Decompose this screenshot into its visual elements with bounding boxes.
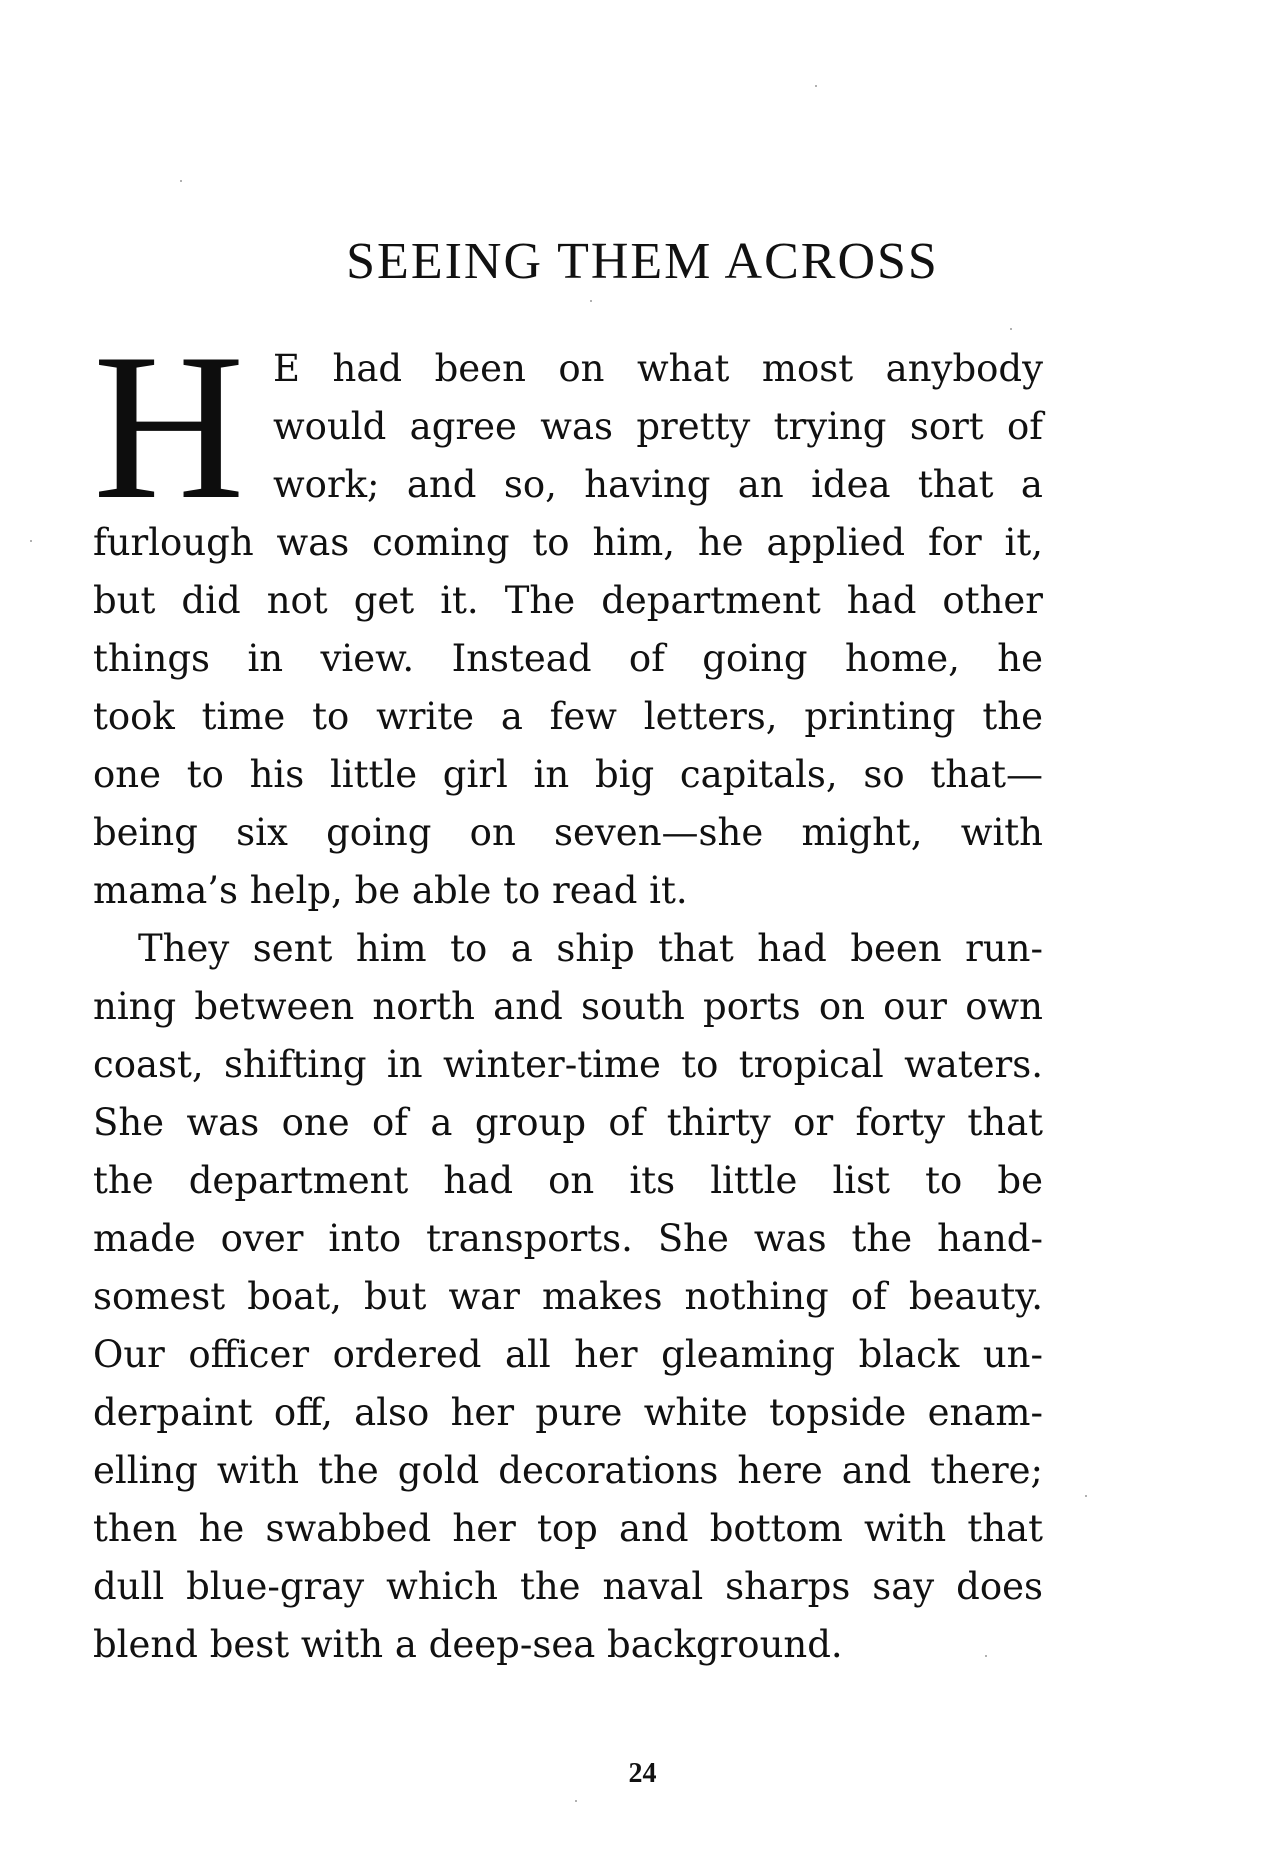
text-line: blend best with a deep-sea background. (93, 1623, 843, 1666)
chapter-title: SEEING THEM ACROSS (346, 233, 939, 290)
text-line: would agree was pretty trying sort of (273, 405, 1043, 448)
text-line: things in view. Instead of going home, he (93, 637, 1043, 680)
text-line: elling with the gold decorations here and there; (93, 1449, 1043, 1492)
text-line: somest boat, but war makes nothing of beauty. (93, 1275, 1043, 1318)
text-line: made over into transports. She was the hand- (93, 1217, 1043, 1260)
scan-speck (575, 1800, 577, 1802)
text-line: dull blue-gray which the naval sharps say does (93, 1565, 1043, 1608)
text-line: but did not get it. The department had other (93, 579, 1043, 622)
scan-speck (1085, 1495, 1087, 1497)
scan-speck (180, 180, 182, 182)
text-line: being six going on seven—she might, with (93, 811, 1043, 854)
drop-cap: H (93, 311, 245, 543)
paragraph-1 (93, 311, 1043, 920)
scan-speck (590, 300, 592, 302)
text-line: mama’s help, be able to read it. (93, 869, 688, 912)
text-line: E had been on what most anybody (273, 347, 1043, 390)
text-line: then he swabbed her top and bottom with that (93, 1507, 1043, 1550)
text-line: one to his little girl in big capitals, so that— (93, 753, 1043, 796)
text-line: the department had on its little list to be (93, 1159, 1043, 1202)
text-line: Our officer ordered all her gleaming black un- (93, 1333, 1043, 1376)
text-line: coast, shifting in winter-time to tropical waters. (93, 1043, 1043, 1086)
page-number: 24 (628, 1758, 657, 1789)
scan-speck (1010, 328, 1012, 330)
text-line: ning between north and south ports on our own (93, 985, 1043, 1028)
text-line: derpaint off, also her pure white topside enam- (93, 1391, 1043, 1434)
scan-speck (985, 1655, 987, 1657)
paragraph-2 (93, 920, 1043, 1674)
text-line: took time to write a few letters, printing the (93, 695, 1043, 738)
text-line: work; and so, having an idea that a (273, 463, 1043, 506)
text-line: They sent him to a ship that had been run- (138, 927, 1043, 970)
text-line: furlough was coming to him, he applied for it, (93, 521, 1043, 564)
scan-speck (815, 85, 817, 87)
scan-speck (30, 540, 32, 542)
text-line: She was one of a group of thirty or forty that (93, 1101, 1043, 1144)
